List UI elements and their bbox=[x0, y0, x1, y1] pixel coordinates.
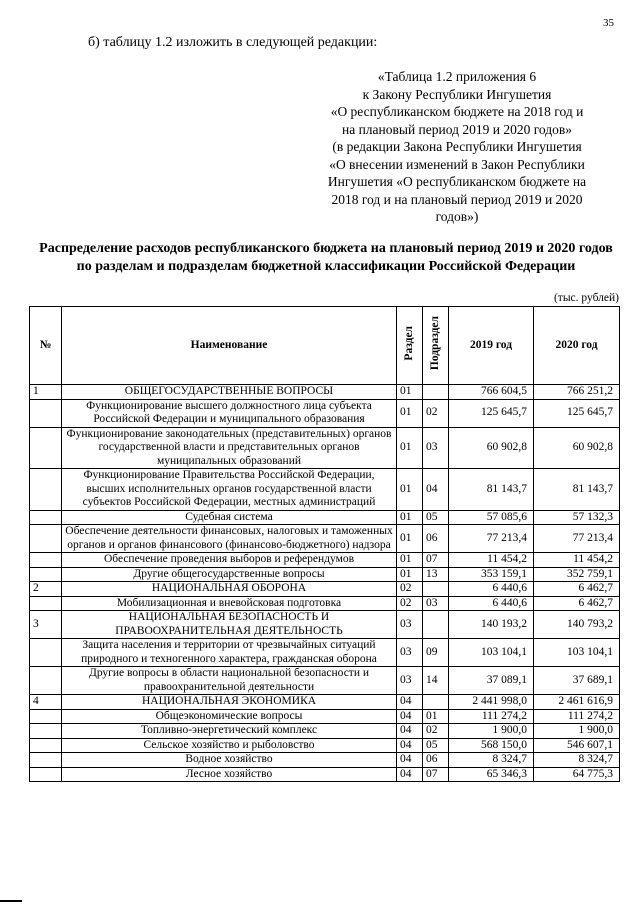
table-row bbox=[30, 667, 620, 695]
cell-2020: 1 900,0 bbox=[534, 724, 620, 739]
annex-line: на плановый период 2019 и 2020 годов» bbox=[341, 121, 572, 137]
cell-subsection: 02 bbox=[423, 399, 449, 427]
cell-num bbox=[30, 399, 62, 427]
cell-2019: 11 454,2 bbox=[449, 553, 534, 568]
cell-name: Общеэкономические вопросы bbox=[62, 709, 397, 724]
cell-2019: 353 159,1 bbox=[449, 567, 534, 582]
cell-subsection: 06 bbox=[423, 753, 449, 768]
cell-num bbox=[30, 553, 62, 568]
cell-section: 03 bbox=[397, 639, 423, 667]
cell-num bbox=[30, 469, 62, 511]
table-row bbox=[30, 753, 620, 768]
annex-line: (в редакции Закона Республики Ингушетия bbox=[332, 139, 582, 154]
cell-subsection: 05 bbox=[423, 738, 449, 753]
cell-name: НАЦИОНАЛЬНАЯ БЕЗОПАСНОСТЬ И ПРАВООХРАНИТЕЛЬНАЯ ДЕЯТЕЛЬНОСТЬ bbox=[62, 611, 397, 639]
header-2019: 2019 год bbox=[449, 307, 534, 385]
cell-name: Функционирование высшего должностного лица субъекта Российской Федерации и муниципального образования bbox=[62, 399, 397, 427]
cell-num bbox=[30, 510, 62, 525]
cell-section: 04 bbox=[397, 724, 423, 739]
cell-2020: 64 775,3 bbox=[534, 767, 620, 782]
cell-2020: 60 902,8 bbox=[534, 427, 620, 469]
header-subsection-label: Подраздел bbox=[428, 316, 441, 371]
cell-subsection: 01 bbox=[423, 709, 449, 724]
cell-section: 02 bbox=[397, 596, 423, 611]
cell-num bbox=[30, 767, 62, 782]
cell-name: Сельское хозяйство и рыболовство bbox=[62, 738, 397, 753]
header-num: № bbox=[30, 307, 62, 385]
cell-name: Мобилизационная и вневойсковая подготовка bbox=[62, 596, 397, 611]
cell-2019: 1 900,0 bbox=[449, 724, 534, 739]
footer-rule bbox=[0, 900, 22, 902]
cell-2020: 111 274,2 bbox=[534, 709, 620, 724]
cell-2019: 140 193,2 bbox=[449, 611, 534, 639]
cell-num bbox=[30, 709, 62, 724]
intro-text: б) таблицу 1.2 изложить в следующей редакции: bbox=[88, 35, 378, 50]
cell-subsection bbox=[423, 695, 449, 710]
cell-2020: 81 143,7 bbox=[534, 469, 620, 511]
cell-name: Топливно-энергетический комплекс bbox=[62, 724, 397, 739]
cell-2019: 568 150,0 bbox=[449, 738, 534, 753]
header-subsection bbox=[423, 307, 449, 385]
cell-2020: 2 461 616,9 bbox=[534, 695, 620, 710]
cell-2019: 2 441 998,0 bbox=[449, 695, 534, 710]
cell-subsection: 06 bbox=[423, 525, 449, 553]
cell-2019: 60 902,8 bbox=[449, 427, 534, 469]
cell-2020: 37 689,1 bbox=[534, 667, 620, 695]
table-row bbox=[30, 469, 620, 511]
table-row bbox=[30, 709, 620, 724]
cell-num bbox=[30, 738, 62, 753]
page-number: 35 bbox=[603, 17, 614, 29]
cell-num bbox=[30, 667, 62, 695]
cell-2020: 57 132,3 bbox=[534, 510, 620, 525]
table-row bbox=[30, 738, 620, 753]
annex-line: «Таблица 1.2 приложения 6 bbox=[377, 69, 537, 84]
cell-name: Обеспечение деятельности финансовых, налоговых и таможенных органов и органов финансового (финансово-бюджетного) надзора bbox=[62, 525, 397, 553]
cell-2020: 77 213,4 bbox=[534, 525, 620, 553]
cell-num bbox=[30, 639, 62, 667]
cell-name: ОБЩЕГОСУДАРСТВЕННЫЕ ВОПРОСЫ bbox=[62, 385, 397, 400]
cell-2020: 546 607,1 bbox=[534, 738, 620, 753]
cell-section: 01 bbox=[397, 553, 423, 568]
cell-section: 01 bbox=[397, 525, 423, 553]
header-name: Наименование bbox=[62, 307, 397, 385]
annex-line: «О республиканском бюджете на 2018 год и bbox=[330, 104, 584, 119]
cell-2020: 140 793,2 bbox=[534, 611, 620, 639]
cell-num bbox=[30, 567, 62, 582]
cell-section: 01 bbox=[397, 385, 423, 400]
cell-section: 04 bbox=[397, 738, 423, 753]
cell-num bbox=[30, 724, 62, 739]
cell-name: Функционирование законодательных (представительных) органов государственной власти и представительных органов муниципальных образований bbox=[62, 427, 397, 469]
cell-subsection: 05 bbox=[423, 510, 449, 525]
cell-section: 01 bbox=[397, 469, 423, 511]
cell-2019: 65 346,3 bbox=[449, 767, 534, 782]
annex-line: Ингушетия «О республиканском бюджете на bbox=[327, 174, 587, 189]
cell-num bbox=[30, 525, 62, 553]
cell-subsection: 03 bbox=[423, 596, 449, 611]
cell-subsection bbox=[423, 582, 449, 597]
annex-line: «О внесении изменений в Закон Республики bbox=[329, 156, 585, 172]
table-header-row bbox=[30, 307, 620, 385]
cell-name: Другие вопросы в области национальной безопасности и правоохранительной деятельности bbox=[62, 667, 397, 695]
table-row bbox=[30, 385, 620, 400]
cell-subsection: 14 bbox=[423, 667, 449, 695]
cell-section: 01 bbox=[397, 427, 423, 469]
header-section bbox=[397, 307, 423, 385]
cell-2020: 766 251,2 bbox=[534, 385, 620, 400]
cell-name: Функционирование Правительства Российской Федерации, высших исполнительных органов государственной власти субъектов Российской Федерации, местных администраций bbox=[62, 469, 397, 511]
cell-num bbox=[30, 596, 62, 611]
cell-num: 3 bbox=[30, 611, 62, 639]
cell-subsection: 02 bbox=[423, 724, 449, 739]
cell-num bbox=[30, 427, 62, 469]
cell-2019: 766 604,5 bbox=[449, 385, 534, 400]
cell-section: 04 bbox=[397, 753, 423, 768]
cell-section: 03 bbox=[397, 667, 423, 695]
annex-line: 2018 год и на плановый период 2019 и 2020 bbox=[331, 191, 583, 207]
cell-name: НАЦИОНАЛЬНАЯ ОБОРОНА bbox=[62, 582, 397, 597]
units-label: (тыс. рублей) bbox=[553, 292, 619, 304]
cell-section: 04 bbox=[397, 709, 423, 724]
annex-line: годов») bbox=[435, 209, 479, 224]
table-row bbox=[30, 596, 620, 611]
cell-2019: 77 213,4 bbox=[449, 525, 534, 553]
cell-subsection: 07 bbox=[423, 767, 449, 782]
cell-section: 04 bbox=[397, 695, 423, 710]
cell-2019: 6 440,6 bbox=[449, 582, 534, 597]
cell-2020: 8 324,7 bbox=[534, 753, 620, 768]
table-row bbox=[30, 724, 620, 739]
cell-2019: 6 440,6 bbox=[449, 596, 534, 611]
cell-name: Лесное хозяйство bbox=[62, 767, 397, 782]
cell-name: НАЦИОНАЛЬНАЯ ЭКОНОМИКА bbox=[62, 695, 397, 710]
cell-2020: 11 454,2 bbox=[534, 553, 620, 568]
cell-section: 02 bbox=[397, 582, 423, 597]
cell-section: 01 bbox=[397, 510, 423, 525]
cell-name: Обеспечение проведения выборов и референдумов bbox=[62, 553, 397, 568]
cell-2020: 103 104,1 bbox=[534, 639, 620, 667]
cell-subsection: 07 bbox=[423, 553, 449, 568]
cell-2020: 6 462,7 bbox=[534, 582, 620, 597]
annex-reference bbox=[300, 68, 614, 226]
cell-name: Защита населения и территории от чрезвычайных ситуаций природного и техногенного характера, гражданская оборона bbox=[62, 639, 397, 667]
cell-name: Другие общегосударственные вопросы bbox=[62, 567, 397, 582]
cell-2019: 125 645,7 bbox=[449, 399, 534, 427]
cell-2019: 81 143,7 bbox=[449, 469, 534, 511]
cell-subsection: 09 bbox=[423, 639, 449, 667]
cell-subsection bbox=[423, 611, 449, 639]
cell-name: Водное хозяйство bbox=[62, 753, 397, 768]
cell-num bbox=[30, 753, 62, 768]
table-row bbox=[30, 525, 620, 553]
cell-subsection: 13 bbox=[423, 567, 449, 582]
cell-2020: 6 462,7 bbox=[534, 596, 620, 611]
table-row bbox=[30, 399, 620, 427]
table-heading: Распределение расходов республиканского бюджета на плановый период 2019 и 2020 годов по разделам и подразделам бюджетной классификации Российской Федерации bbox=[39, 241, 613, 274]
cell-subsection: 04 bbox=[423, 469, 449, 511]
cell-num: 4 bbox=[30, 695, 62, 710]
cell-section: 03 bbox=[397, 611, 423, 639]
cell-2019: 103 104,1 bbox=[449, 639, 534, 667]
cell-section: 04 bbox=[397, 767, 423, 782]
header-section-label: Раздел bbox=[402, 325, 415, 361]
table-row bbox=[30, 695, 620, 710]
cell-num: 2 bbox=[30, 582, 62, 597]
cell-2020: 352 759,1 bbox=[534, 567, 620, 582]
cell-2019: 111 274,2 bbox=[449, 709, 534, 724]
cell-2019: 57 085,6 bbox=[449, 510, 534, 525]
annex-line: к Закону Республики Ингушетия bbox=[362, 86, 552, 102]
cell-2020: 125 645,7 bbox=[534, 399, 620, 427]
table-row bbox=[30, 582, 620, 597]
table-row bbox=[30, 553, 620, 568]
cell-name: Судебная система bbox=[62, 510, 397, 525]
cell-subsection: 03 bbox=[423, 427, 449, 469]
table-row bbox=[30, 510, 620, 525]
cell-num: 1 bbox=[30, 385, 62, 400]
table-row bbox=[30, 567, 620, 582]
table-row bbox=[30, 611, 620, 639]
header-2020: 2020 год bbox=[534, 307, 620, 385]
cell-2019: 37 089,1 bbox=[449, 667, 534, 695]
cell-subsection bbox=[423, 385, 449, 400]
budget-table bbox=[29, 306, 620, 782]
cell-section: 01 bbox=[397, 399, 423, 427]
table-row bbox=[30, 427, 620, 469]
cell-2019: 8 324,7 bbox=[449, 753, 534, 768]
table-row bbox=[30, 767, 620, 782]
cell-section: 01 bbox=[397, 567, 423, 582]
table-row bbox=[30, 639, 620, 667]
